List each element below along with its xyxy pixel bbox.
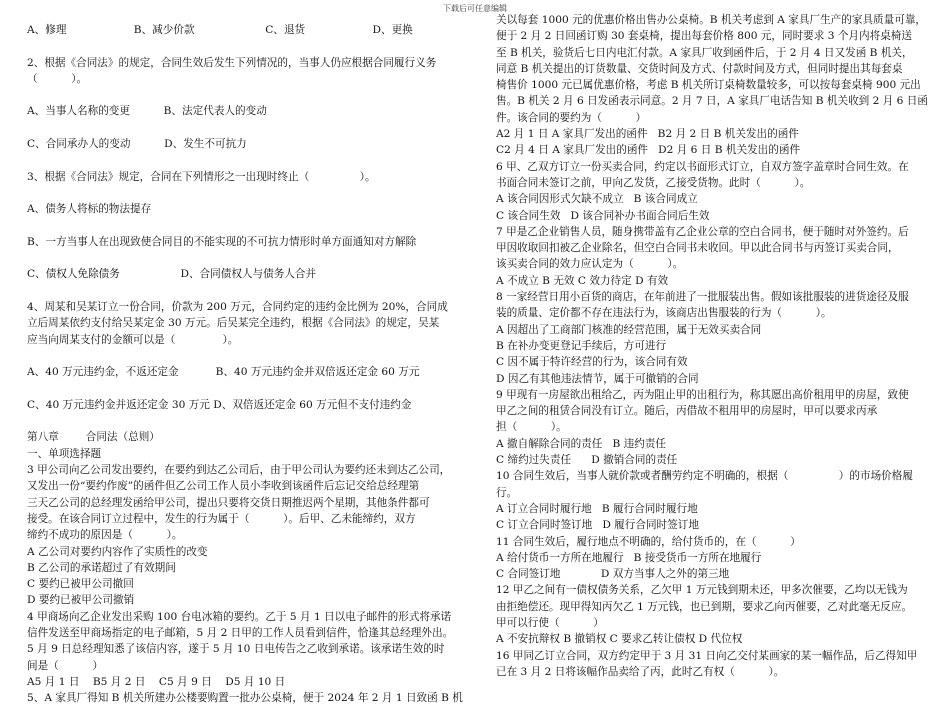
- right-text-line: A 订立合同时履行地 B 履行合同时履行地: [496, 502, 698, 515]
- right-text-line: C2 月 4 日 A 家具厂发出的函件 D2 月 6 日 B 机关发出的函件: [496, 144, 801, 157]
- left-text-line: [27, 381, 467, 397]
- left-text-line: [27, 218, 467, 234]
- right-text-line: A 不安抗辩权 B 撤销权 C 要求乙转让债权 D 代位权: [496, 633, 743, 646]
- right-text-line: 12 甲乙之间有一债权债务关系，乙欠甲 1 万元钱到期未还，甲多次催要，乙均以无钱为: [496, 584, 908, 597]
- right-text-line: 担（ ）。: [496, 421, 567, 434]
- left-text-line: C、合同承办人的变动 D、发生不可抗力: [27, 138, 247, 151]
- left-text-line: 4 甲商场向乙企业发出采购 100 台电冰箱的要约。乙于 5 月 1 日以电子邮件的形式将承诺: [27, 610, 452, 623]
- left-text-line: [27, 250, 467, 266]
- page-header: 下载后可任意编辑: [443, 4, 507, 13]
- left-text-line: B、一方当事人在出现致使合同目的不能实现的不可抗力情形时单方面通知对方解除: [27, 235, 417, 248]
- left-text-line: D 要约已被甲公司撤销: [27, 594, 135, 607]
- right-text-line: 16 甲同乙订立合同，双方约定甲于 3 月 31 日向乙交付某画家的某一幅作品，后乙得知甲: [496, 649, 918, 662]
- left-text-line: [27, 87, 467, 103]
- right-text-line: 书面合同未签订之前，甲向乙发货，乙接受货物。此时（ ）。: [496, 176, 811, 189]
- left-text-line: 4、周某和吴某订立一份合同，价款为 200 万元，合同约定的违约金比例为 20%，合同成: [27, 301, 448, 314]
- left-text-line: 立后周某依约支付给吴某定金 30 万元。后吴某完全违约，根据《合同法》的规定，吴某: [27, 317, 440, 330]
- right-text-line: 6 甲、乙双方订立一份买卖合同，约定以书面形式订立，自双方签字盖章时合同生效。在: [496, 160, 909, 173]
- right-text-line: 甲乙之间的租赁合同没有订立。随后，丙借故不租用甲的房屋时，甲可以要求丙承: [496, 405, 878, 418]
- right-text-line: 11 合同生效后，履行地点不明确的，给付货币的，在（ ）: [496, 535, 801, 548]
- right-text-line: 该买卖合同的效力应认定为（ ）。: [496, 258, 684, 271]
- left-text-line: 3、根据《合同法》规定，合同在下列情形之一出现时终止（ ）。: [27, 170, 376, 183]
- left-column: [27, 22, 467, 706]
- left-text-line: A、当事人名称的变更 B、法定代表人的变动: [27, 105, 267, 118]
- left-text-line: 信件发送至甲商场指定的电子邮箱，5 月 2 日甲的工作人员看到信件，恰逢其总经理外出。: [27, 626, 454, 639]
- left-text-line: C、40 万元违约金并返还定金 30 万元 D、双倍返还定金 60 万元但不支付违约金: [27, 398, 412, 411]
- left-text-line: 一、单项选择题: [27, 447, 102, 460]
- right-text-line: C 缔约过失责任 D 撤销合同的责任: [496, 454, 678, 467]
- left-text-line: [27, 38, 467, 54]
- left-text-line: C、债权人免除债务 D、合同债权人与债务人合并: [27, 268, 317, 281]
- left-text-line: C 要约已被甲公司撤回: [27, 578, 134, 591]
- right-text-line: A 不成立 B 无效 C 效力待定 D 有效: [496, 274, 669, 287]
- right-text-line: 同意 B 机关提出的订货数量、交货时间及方式、付款时间及方式，但同时提出其每套桌: [496, 62, 903, 75]
- right-text-line: 由拒绝偿还。现甲得知丙欠乙 1 万元钱，也已到期，要求乙向丙催要，乙对此毫无反应。: [496, 600, 913, 613]
- right-text-line: 甲可以行使（ ）: [496, 616, 604, 629]
- left-text-line: [27, 283, 467, 299]
- left-text-line: [27, 185, 467, 201]
- left-text-line: 应当向周某支付的金额可以是（ ）。: [27, 333, 239, 346]
- right-text-line: 椅售价 1000 元已属优惠价格，考虑 B 机关所订桌椅数量较多，可以按每套桌椅 900 元出: [496, 79, 921, 92]
- right-text-line: C 该合同生效 D 该合同补办书面合同后生效: [496, 209, 710, 222]
- left-text-line: [27, 413, 467, 429]
- left-text-line: 三天乙公司的总经理发函给甲公司，提出只要将交货日期推迟两个星期，其他条件都可: [27, 496, 430, 509]
- left-text-line: A、40 万元违约金，不返还定金 B、40 万元违约金并双倍返还定金 60 万元: [27, 366, 420, 379]
- right-text-line: 已在 3 月 2 日将该幅作品卖给了丙，此时乙有权（ ）。: [496, 665, 785, 678]
- right-text-line: 行。: [496, 486, 518, 499]
- right-text-line: A2 月 1 日 A 家具厂发出的函件 B2 月 2 日 B 机关发出的函件: [496, 128, 799, 141]
- right-text-line: 售。B 机关 2 月 6 日发函表示同意。2 月 7 日，A 家具厂电话告知 B 机关收到 2 月 6 日函: [496, 95, 928, 108]
- right-text-line: C 合同签订地 D 双方当事人之外的第三地: [496, 568, 730, 581]
- left-text-line: 3 甲公司向乙公司发出要约，在要约到达乙公司后，由于甲公司认为要约还未到达乙公司，: [27, 464, 451, 477]
- right-text-line: 甲因收取回扣被乙企业除名，但空白合同书未收回。甲以此合同书与丙签订买卖合同，: [496, 242, 899, 255]
- left-text-line: 又发出一份“要约作废”的函件但乙公司工作人员小李收到该函件后忘记交给总经理第: [27, 480, 420, 493]
- left-text-line: A、债务人将标的物法提存: [27, 203, 152, 216]
- right-text-line: D 因乙有其他违法情节，属于可撤销的合同: [496, 372, 699, 385]
- right-text-line: A 给付货币一方所在地履行 B 接受货币一方所在地履行: [496, 551, 762, 564]
- left-text-line: 缔约不成功的原因是（ ）。: [27, 529, 183, 542]
- left-text-line: [27, 120, 467, 136]
- right-text-line: 10 合同生效后，当事人就价款或者酬劳约定不明确的，根据（ ）的市场价格履: [496, 470, 913, 483]
- right-text-line: 8 一家经营日用小百货的商店，在年前进了一批服装出售。假如该批服装的进货途径及服: [496, 291, 909, 304]
- left-text-line: 5 月 9 日总经理知悉了该信内容，遂于 5 月 10 日电传告之乙收到承诺。该承诺生效的时: [27, 643, 445, 656]
- left-text-line: 第八章 合同法（总则）: [27, 431, 160, 444]
- right-text-line: 件。该合同的要约为（ ）: [496, 111, 647, 124]
- left-text-line: 5、A 家具厂得知 B 机关所建办公楼要购置一批办公桌椅，便于 2024 年 2 月 1 日致函 B 机: [27, 692, 463, 705]
- right-text-line: 7 甲是乙企业销售人员，随身携带盖有乙企业公章的空白合同书，便于随时对外签约。后: [496, 225, 909, 238]
- right-text-line: A 因超出了工商部门核准的经营范围，属于无效买卖合同: [496, 323, 762, 336]
- right-text-line: 便于 2 月 2 日回函订购 30 套桌椅，提出每套价格 800 元，同时要求 3 个月内将桌椅送: [496, 30, 912, 43]
- left-text-line: 间是（ ）: [27, 659, 104, 672]
- right-text-line: A 该合同因形式欠缺不成立 B 该合同成立: [496, 193, 698, 206]
- right-text-line: A 撤自解除合同的责任 B 违约责任: [496, 437, 666, 450]
- left-text-line: A 乙公司对要约内容作了实质性的改变: [27, 545, 208, 558]
- right-text-line: B 在补办变更登记手续后，方可进行: [496, 339, 667, 352]
- left-text-line: 接受。在该合同订立过程中，发生的行为属于（ ）。后甲、乙未能缔约，双方: [27, 512, 416, 525]
- left-text-line: A5 月 1 日 B5 月 2 日 C5 月 9 日 D5 月 10 日: [27, 675, 286, 688]
- right-column: [496, 12, 930, 680]
- right-text-line: C 因不属于特许经营的行为，该合同有效: [496, 356, 688, 369]
- left-text-line: B 乙公司的承诺超过了有效期间: [27, 561, 176, 574]
- left-text-line: [27, 348, 467, 364]
- left-text-line: A、修理 B、减少价款 C、退货 D、更换: [27, 24, 413, 36]
- left-text-line: [27, 152, 467, 168]
- right-text-line: 装的质量、定价都不存在违法行为，该商店出售服装的行为（ ）。: [496, 307, 832, 320]
- right-text-line: 至 B 机关，验货后七日内电汇付款。A 家具厂收到函件后，于 2 月 4 日又发函 B 机关，: [496, 46, 913, 59]
- right-text-line: C 订立合同时签订地 D 履行合同时签订地: [496, 519, 699, 532]
- right-text-line: 9 甲现有一房屋欲出租给乙，丙为阻止甲的出租行为，称其愿出高价租用甲的房屋，致使: [496, 388, 909, 401]
- left-text-line: （ ）。: [27, 72, 88, 85]
- left-text-line: 2、根据《合同法》的规定，合同生效后发生下列情况的，当事人仍应根据合同履行义务: [27, 56, 437, 69]
- right-text-line: 关以每套 1000 元的优惠价格出售办公桌椅。B 机关考虑到 A 家具厂生产的家具质量可靠，: [496, 14, 927, 26]
